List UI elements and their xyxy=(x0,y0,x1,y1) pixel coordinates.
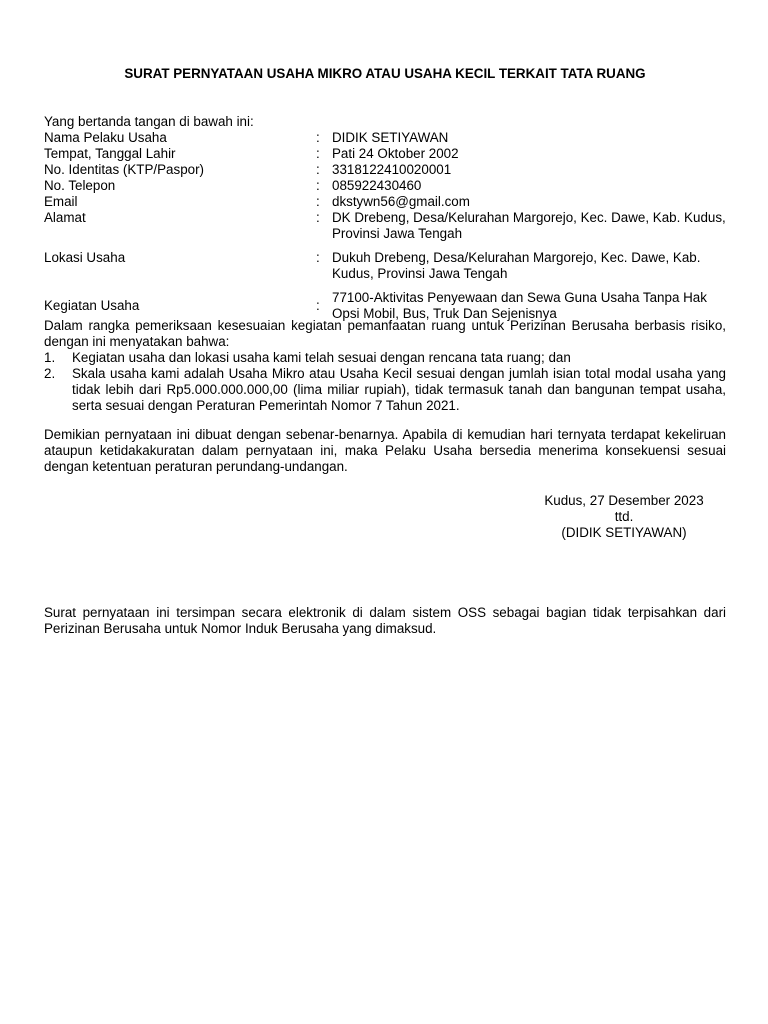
field-row-ttl xyxy=(44,146,726,162)
list-item xyxy=(44,366,726,414)
field-colon: : xyxy=(316,130,320,145)
field-row-lokasi xyxy=(44,250,726,282)
list-item xyxy=(44,350,726,366)
field-label: No. Identitas (KTP/Paspor) xyxy=(44,162,205,177)
signature-block xyxy=(514,493,734,541)
field-colon: : xyxy=(316,178,320,193)
statement-list xyxy=(44,350,726,414)
field-value: 77100-Aktivitas Penyewaan dan Sewa Guna Usaha Tanpa Hak Opsi Mobil, Bus, Truk Dan Sejenisnya xyxy=(332,290,707,321)
field-label: No. Telepon xyxy=(44,178,116,193)
spacer xyxy=(44,242,726,250)
field-value: dkstywn56@gmail.com xyxy=(332,194,470,209)
field-value: DIDIK SETIYAWAN xyxy=(332,130,449,145)
field-colon: : xyxy=(316,298,320,313)
field-row-email xyxy=(44,194,726,210)
field-value: 3318122410020001 xyxy=(332,162,452,177)
list-number: 2. xyxy=(44,366,56,381)
document-page xyxy=(44,0,726,1024)
field-label: Kegiatan Usaha xyxy=(44,298,140,313)
field-row-identitas xyxy=(44,162,726,178)
field-label: Alamat xyxy=(44,210,86,225)
intro-text: Yang bertanda tangan di bawah ini: xyxy=(44,114,254,129)
field-row-telepon xyxy=(44,178,726,194)
field-colon: : xyxy=(316,194,320,209)
field-label: Tempat, Tanggal Lahir xyxy=(44,146,176,161)
field-row-alamat xyxy=(44,210,726,242)
field-value: 085922430460 xyxy=(332,178,422,193)
spacer xyxy=(44,282,726,290)
field-colon: : xyxy=(316,250,320,265)
field-row-nama xyxy=(44,130,726,146)
field-label: Email xyxy=(44,194,78,209)
field-colon: : xyxy=(316,210,320,225)
list-number: 1. xyxy=(44,350,56,365)
identity-fields xyxy=(44,130,726,322)
field-value: Dukuh Drebeng, Desa/Kelurahan Margorejo, Kec. Dawe, Kab. Kudus, Provinsi Jawa Tengah xyxy=(332,250,701,281)
signature-place-date: Kudus, 27 Desember 2023 xyxy=(544,493,704,508)
field-colon: : xyxy=(316,162,320,177)
field-colon: : xyxy=(316,146,320,161)
list-text: Kegiatan usaha dan lokasi usaha kami telah sesuai dengan rencana tata ruang; dan xyxy=(72,350,571,365)
oss-note-paragraph: Surat pernyataan ini tersimpan secara elektronik di dalam sistem OSS sebagai bagian tidak terpisahkan dari Perizinan Berusaha untuk Nomor Induk Berusaha yang dimaksud. xyxy=(44,605,726,636)
field-value: Pati 24 Oktober 2002 xyxy=(332,146,459,161)
signature-name: (DIDIK SETIYAWAN) xyxy=(561,525,687,540)
list-text: Skala usaha kami adalah Usaha Mikro atau Usaha Kecil sesuai dengan jumlah isian total modal usaha yang tidak lebih dari Rp5.000.000.000,00 (lima miliar rupiah), tidak termasuk tanah dan bangunan tempat usaha, serta sesuai dengan Peraturan Pemerintah Nomor 7 Tahun 2021. xyxy=(72,366,726,413)
field-label: Lokasi Usaha xyxy=(44,250,126,265)
statement-paragraph: Dalam rangka pemeriksaan kesesuaian kegiatan pemanfaatan ruang untuk Perizinan Berusaha berbasis risiko, dengan ini menyatakan bahwa: xyxy=(44,318,726,349)
document-title: SURAT PERNYATAAN USAHA MIKRO ATAU USAHA KECIL TERKAIT TATA RUANG xyxy=(124,66,646,81)
field-value: DK Drebeng, Desa/Kelurahan Margorejo, Kec. Dawe, Kab. Kudus, Provinsi Jawa Tengah xyxy=(332,210,726,241)
field-label: Nama Pelaku Usaha xyxy=(44,130,167,145)
signature-ttd: ttd. xyxy=(614,509,634,524)
closing-paragraph: Demikian pernyataan ini dibuat dengan sebenar-benarnya. Apabila di kemudian hari ternyata terdapat kekeliruan ataupun ketidakakuratan dalam pernyataan ini, maka Pelaku Usaha bersedia menerima konsekuensi sesuai dengan ketentuan peraturan perundang-undangan. xyxy=(44,427,726,474)
